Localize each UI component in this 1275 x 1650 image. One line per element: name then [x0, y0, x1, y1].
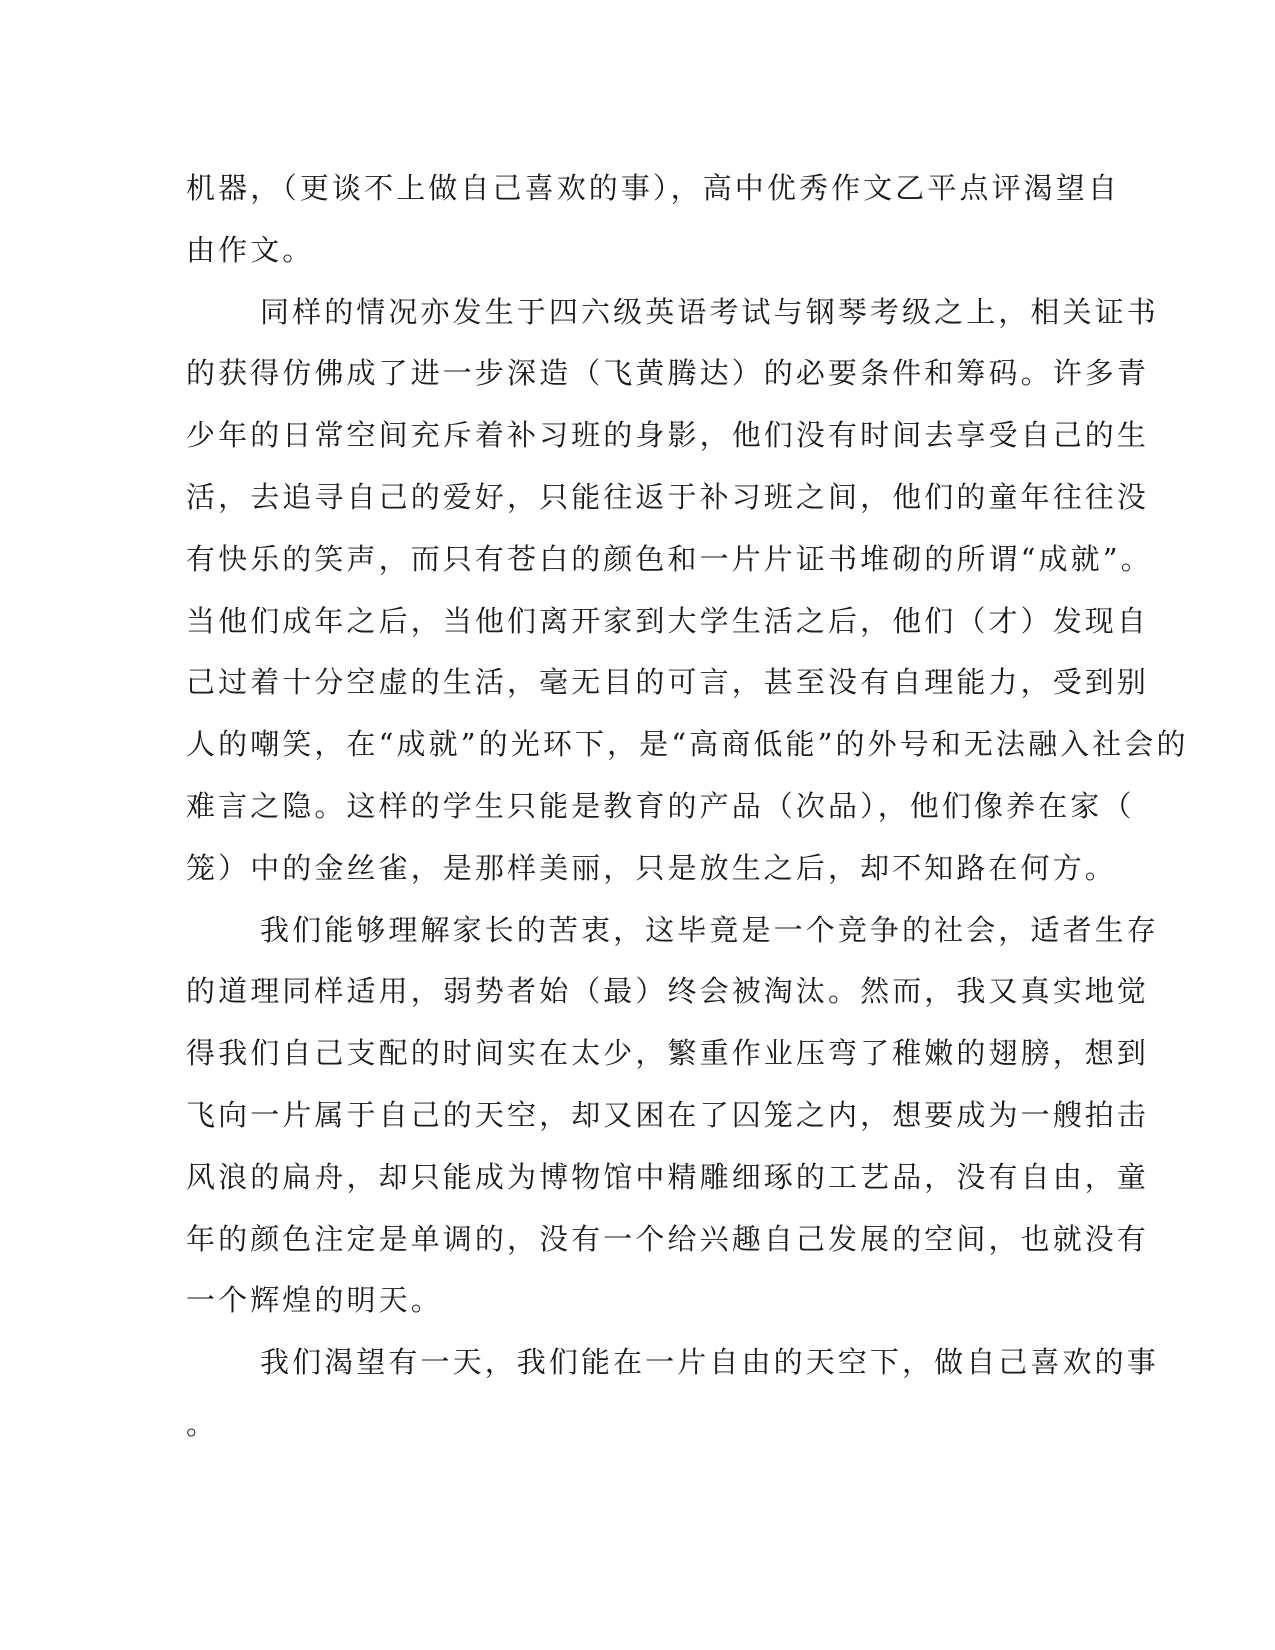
paragraph-first-line: 我们渴望有一天，我们能在一片自由的天空下，做自己喜欢的事 — [260, 1345, 1159, 1380]
text-line: 由作文。 — [186, 232, 315, 267]
text-line: 的获得仿佛成了进一步深造（飞黄腾达）的必要条件和筹码。许多青 — [186, 356, 1150, 391]
text-line: 飞向一片属于自己的天空，却又困在了囚笼之内，想要成为一艘拍击 — [186, 1097, 1150, 1132]
text-line: 己过着十分空虚的生活，毫无目的可言，甚至没有自理能力，受到别 — [186, 665, 1150, 700]
text-line: 难言之隐。这样的学生只能是教育的产品（次品），他们像养在家（ — [186, 788, 1135, 823]
essay-body — [186, 158, 1189, 1456]
text-line: 当他们成年之后，当他们离开家到大学生活之后，他们（才）发现自 — [186, 603, 1150, 638]
text-line: 少年的日常空间充斥着补习班的身影，他们没有时间去享受自己的生 — [186, 418, 1150, 453]
text-line: 活，去追寻自己的爱好，只能往返于补习班之间，他们的童年往往没 — [186, 479, 1150, 514]
paragraph-first-line: 同样的情况亦发生于四六级英语考试与钢琴考级之上，相关证书 — [260, 294, 1159, 329]
text-line: 机器，（更谈不上做自己喜欢的事），高中优秀作文乙平点评渴望自 — [186, 171, 1121, 205]
text-line: 风浪的扁舟，却只能成为博物馆中精雕细琢的工艺品，没有自由，童 — [186, 1159, 1150, 1194]
text-line: 人的嘲笑，在“成就”的光环下，是“高商低能”的外号和无法融入社会的 — [186, 727, 1189, 762]
text-line: 得我们自己支配的时间实在太少，繁重作业压弯了稚嫩的翅膀，想到 — [186, 1036, 1150, 1071]
text-line: 。 — [186, 1406, 219, 1441]
text-line: 年的颜色注定是单调的，没有一个给兴趣自己发展的空间，也就没有 — [186, 1221, 1150, 1256]
text-line: 笼）中的金丝雀，是那样美丽，只是放生之后，却不知路在何方。 — [186, 850, 1117, 885]
text-line: 有快乐的笑声，而只有苍白的颜色和一片片证书堆砌的所谓“成就”。 — [186, 541, 1153, 576]
text-line: 一个辉煌的明天。 — [186, 1283, 443, 1318]
text-line: 的道理同样适用，弱势者始（最）终会被淘汰。然而，我又真实地觉 — [186, 974, 1150, 1009]
paragraph-first-line: 我们能够理解家长的苦衷，这毕竟是一个竞争的社会，适者生存 — [260, 912, 1159, 947]
